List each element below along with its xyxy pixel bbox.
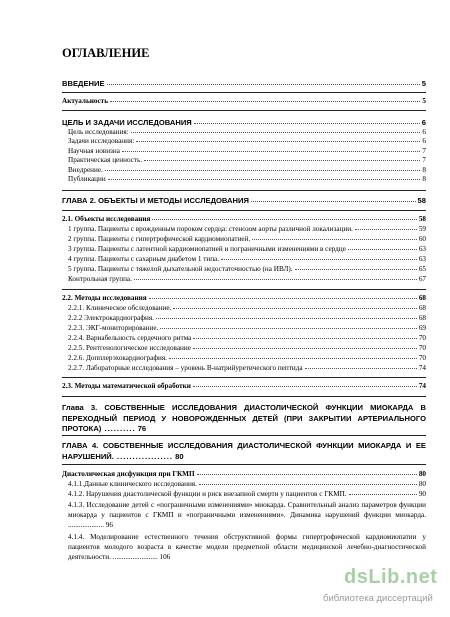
divider xyxy=(62,377,426,378)
toc-entry-actuality[interactable] xyxy=(62,97,426,105)
leader-dots xyxy=(194,123,420,124)
leader-dots: .................... xyxy=(68,521,104,529)
toc-entry-label: 2.3. Методы математической обработки xyxy=(62,382,191,390)
toc-entry-label: 5 группа. Пациенты с тяжелой дыхательной недостаточностью (на ИВЛ). xyxy=(68,265,293,273)
leader-dots xyxy=(173,308,416,309)
toc-entry-section-4-1[interactable] xyxy=(62,470,426,478)
toc-entry-page: 6 xyxy=(422,137,426,145)
toc-entry-page: 68 xyxy=(418,304,426,312)
toc-subentry[interactable] xyxy=(68,490,426,498)
toc-entry-chapter-2[interactable] xyxy=(62,196,426,205)
toc-entry-page: 68 xyxy=(418,314,426,322)
toc-subentry[interactable] xyxy=(68,344,426,352)
page-title: ОГЛАВЛЕНИЕ xyxy=(62,46,150,60)
toc-entry-label: 4.1.2. Нарушения диастолической функции и риск внезапной смерти у пациентов с ГКМП. xyxy=(68,490,347,498)
leader-dots xyxy=(193,386,417,387)
toc-subentry[interactable] xyxy=(68,334,426,342)
toc-entry-label: 2.2.4. Вариабельность сердечного ритма xyxy=(68,334,192,342)
toc-entry-intro[interactable] xyxy=(62,79,426,88)
toc-entry-page: 67 xyxy=(418,275,426,283)
toc-subentry[interactable] xyxy=(68,500,426,530)
toc-entry-label: ВВЕДЕНИЕ xyxy=(62,79,105,88)
toc-subentry[interactable] xyxy=(68,304,426,312)
toc-entry-label: ГЛАВА 4. СОБСТВЕННЫЕ ИССЛЕДОВАНИЯ ДИАСТОЛИЧЕСКОЙ ФУНКЦИИ МИОКАРДА И ЕЕ НАРУШЕНИЙ. xyxy=(62,441,426,461)
toc-entry-page: 6 xyxy=(421,118,426,127)
toc-subentry[interactable] xyxy=(68,235,426,243)
toc-entry-label: ГЛАВА 2. ОБЪЕКТЫ И МЕТОДЫ ИССЛЕДОВАНИЯ xyxy=(62,196,249,205)
toc-subentry[interactable] xyxy=(68,245,426,253)
toc-entry-label: 3 группа. Пациенты с латентной кардиомиопатией и пограничными изменениями в сердце xyxy=(68,245,346,253)
toc-entry-page: 7 xyxy=(422,156,426,164)
toc-entry-page: 7 xyxy=(422,147,426,155)
divider xyxy=(62,110,426,111)
toc-entry-label: 2 группа. Пациенты с гипертрофической кардиомиопатией. xyxy=(68,235,251,243)
leader-dots xyxy=(348,249,417,250)
toc-entry-page: 5 xyxy=(421,79,426,88)
toc-entry-page: 70 xyxy=(418,334,426,342)
toc-subentry[interactable] xyxy=(68,275,426,283)
leader-dots xyxy=(149,298,417,299)
toc-entry-page: 6 xyxy=(422,128,426,136)
toc-entry-label: Практическая ценность. xyxy=(68,156,143,164)
divider xyxy=(62,464,426,465)
toc-entry-label: 2.1. Объекты исследования xyxy=(62,215,151,223)
leader-dots xyxy=(108,179,421,180)
toc-entry-page: 63 xyxy=(418,255,426,263)
divider xyxy=(62,396,426,397)
toc-entry-label: Публикации xyxy=(68,175,106,183)
toc-subentry[interactable] xyxy=(68,364,426,372)
toc-entry-section-2-1[interactable] xyxy=(62,215,426,223)
toc-entry-label: 2.2.7. Лабораторные исследования – уровень В-натрийуретического пептида xyxy=(68,364,303,372)
toc-entry-page: 96 xyxy=(105,521,113,529)
toc-entry-page: 69 xyxy=(418,324,426,332)
toc-entry-label: 4.1.3. Исследование детей с «пограничными изменениями» миокарда. Сравнительный анализ параметров функции миокарда у пациентов с ГКМП и «пограничными изменениями». Динамика нарушений функции миокарда. xyxy=(68,501,426,519)
toc-entry-page: 63 xyxy=(418,245,426,253)
leader-dots xyxy=(349,494,417,495)
toc-entry-goals[interactable] xyxy=(62,118,426,127)
toc-entry-label: Научная новизна xyxy=(68,147,120,155)
toc-entry-label: ЦЕЛЬ И ЗАДАЧИ ИССЛЕДОВАНИЯ xyxy=(62,118,192,127)
toc-entry-label: 2.2.6. Допплерэхокардиография. xyxy=(68,354,167,362)
toc-entry-label: 2.2. Методы исследования xyxy=(62,294,147,302)
watermark-logo: dsLib.net xyxy=(344,566,438,588)
toc-entry-page: 74 xyxy=(418,364,426,372)
leader-dots: ......................... xyxy=(110,553,158,561)
leader-dots xyxy=(107,84,420,85)
toc-entry-label: 4.1.1.Данные клинического исследования. xyxy=(68,480,197,488)
leader-dots xyxy=(199,484,417,485)
leader-dots xyxy=(136,141,420,142)
leader-dots xyxy=(169,358,417,359)
leader-dots: .................. xyxy=(113,451,173,461)
toc-entry-page: 65 xyxy=(418,265,426,273)
leader-dots xyxy=(221,259,417,260)
toc-subentry[interactable] xyxy=(68,480,426,488)
leader-dots xyxy=(251,201,416,202)
toc-entry-page: 68 xyxy=(418,294,426,302)
toc-entry-label: 4 группа. Пациенты с сахарным диабетом 1 типа. xyxy=(68,255,220,263)
leader-dots xyxy=(305,368,417,369)
leader-dots xyxy=(295,269,417,270)
leader-dots xyxy=(156,318,417,319)
toc-entry-page: 74 xyxy=(418,382,426,390)
toc-subentry[interactable] xyxy=(68,166,426,174)
divider xyxy=(62,92,426,93)
leader-dots xyxy=(134,279,417,280)
toc-entry-page: 106 xyxy=(159,553,171,561)
toc-entry-label: 2.2.2 Электрокардиография. xyxy=(68,314,154,322)
leader-dots xyxy=(355,229,417,230)
toc-entry-label: Диастолическая дисфункция при ГКМП xyxy=(62,470,195,478)
divider xyxy=(62,190,426,191)
divider xyxy=(62,289,426,290)
toc-subentry[interactable] xyxy=(68,354,426,362)
leader-dots xyxy=(252,239,417,240)
toc-entry-page: 80 xyxy=(418,480,426,488)
toc-entry-label: 2.2.3. ЭКГ-мониторирование. xyxy=(68,324,159,332)
leader-dots xyxy=(144,160,420,161)
toc-entry-page: 80 xyxy=(175,451,184,461)
toc-entry-page: 58 xyxy=(417,196,426,205)
toc-entry-chapter-3[interactable] xyxy=(62,403,426,435)
toc-entry-label: Задачи исследования: xyxy=(68,137,135,145)
toc-entry-label: 2.2.5. Рентгенологическое исследование xyxy=(68,344,191,352)
toc-entry-label: Цель исследования: xyxy=(68,128,129,136)
toc-subentry[interactable] xyxy=(68,156,426,164)
toc-subentry[interactable] xyxy=(68,324,426,332)
toc-entry-label: 1 группа. Пациенты с врожденным пороком сердца: стенозом аорты различной локализации. xyxy=(68,225,353,233)
toc-subentry[interactable] xyxy=(68,314,426,322)
toc-entry-page: 80 xyxy=(418,470,426,478)
toc-subentry[interactable] xyxy=(68,147,426,155)
toc-entry-page: 59 xyxy=(418,225,426,233)
toc-entry-page: 8 xyxy=(422,175,426,183)
toc-entry-section-2-3[interactable] xyxy=(62,382,426,390)
toc-entry-page: 90 xyxy=(418,490,426,498)
toc-entry-page: 60 xyxy=(418,235,426,243)
leader-dots xyxy=(110,101,420,102)
toc-subentry[interactable] xyxy=(68,175,426,183)
leader-dots xyxy=(197,474,417,475)
toc-entry-page: 8 xyxy=(422,166,426,174)
toc-entry-chapter-4[interactable] xyxy=(62,441,426,462)
toc-entry-label: 2.2.1. Клиническое обследование. xyxy=(68,304,172,312)
leader-dots xyxy=(160,328,416,329)
toc-entry-page: 70 xyxy=(418,354,426,362)
toc-subentry[interactable] xyxy=(68,137,426,145)
leader-dots xyxy=(122,151,420,152)
toc-entry-page: 58 xyxy=(418,215,426,223)
toc-entry-page: 76 xyxy=(137,424,147,433)
divider xyxy=(62,435,426,436)
leader-dots: .......... xyxy=(101,424,136,433)
watermark-subtitle: библиотека диссертаций xyxy=(323,593,433,604)
divider xyxy=(62,210,426,211)
leader-dots xyxy=(105,170,421,171)
toc-entry-page: 70 xyxy=(418,344,426,352)
leader-dots xyxy=(152,219,416,220)
toc-entry-page: 5 xyxy=(422,97,426,105)
leader-dots xyxy=(193,348,417,349)
toc-subentry[interactable] xyxy=(68,532,426,562)
toc-subentry[interactable] xyxy=(68,225,426,233)
toc-subentry[interactable] xyxy=(68,265,426,273)
toc-entry-label: Внедрение. xyxy=(68,166,103,174)
toc-subentry[interactable] xyxy=(68,255,426,263)
leader-dots xyxy=(193,338,416,339)
toc-entry-section-2-2[interactable] xyxy=(62,294,426,302)
toc-subentry[interactable] xyxy=(68,128,426,136)
toc-entry-label: 4.1.4. Моделирование естественного течения обструктивной формы гипертрофической кардиомиопатии у пациентов молодого возраста в качестве модели предметной области медицинской лечебно-диагностической деятельности. xyxy=(68,533,426,561)
toc-entry-label: Глава 3. СОБСТВЕННЫЕ ИССЛЕДОВАНИЯ ДИАСТОЛИЧЕСКОЙ ФУНКЦИИ МИОКАРДА В ПЕРЕХОДНЫЙ ПЕРИОД У НОВОРОЖДЕННЫХ ДЕТЕЙ (ПРИ ЗАКРЫТИИ АРТЕРИАЛЬНОГО ПРОТОКА) xyxy=(62,403,426,433)
leader-dots xyxy=(131,132,421,133)
toc-entry-label: Контрольная группа. xyxy=(68,275,132,283)
toc-entry-label: Актуальность xyxy=(62,97,109,105)
